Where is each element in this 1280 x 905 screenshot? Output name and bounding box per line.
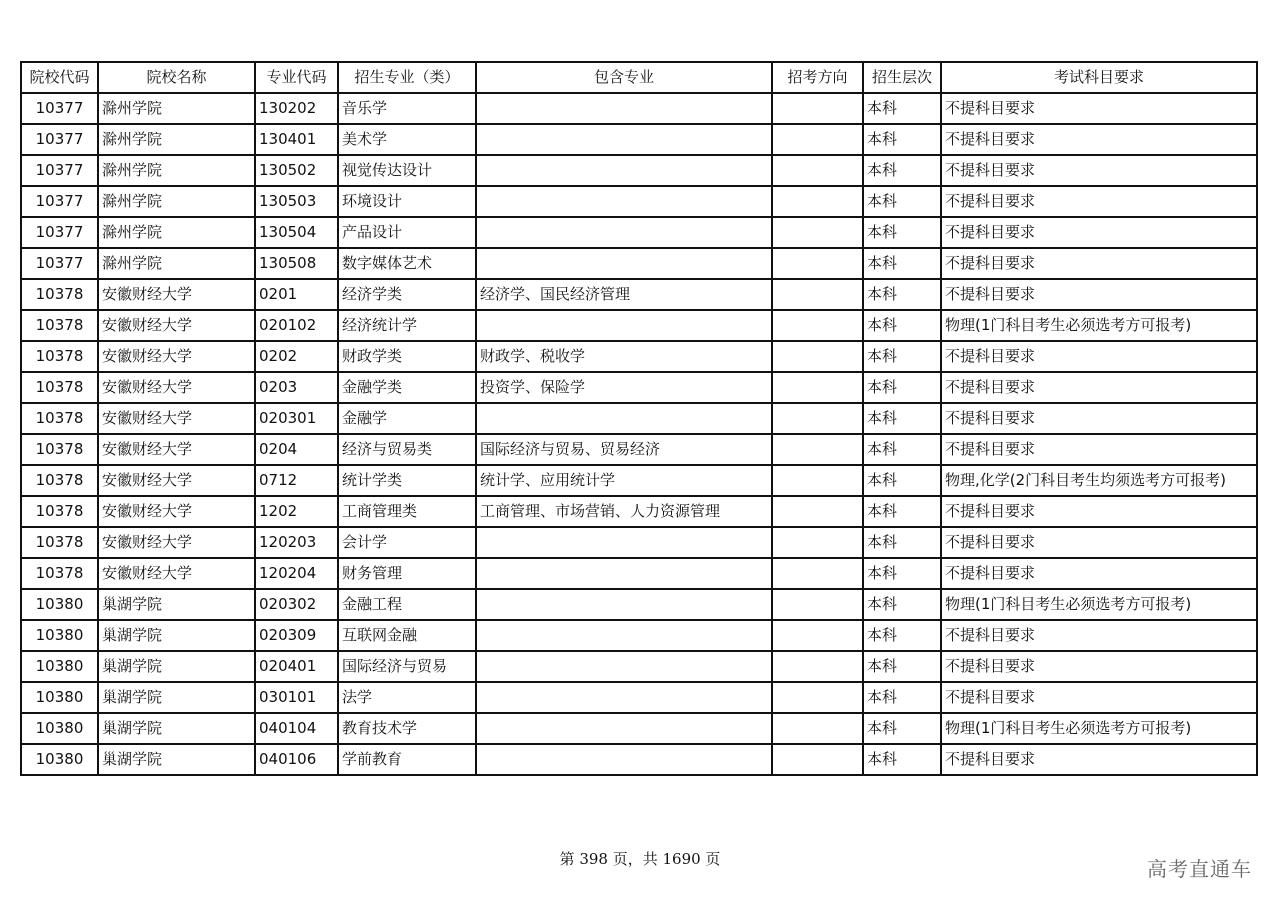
cell-subject-requirement: 不提科目要求	[941, 279, 1257, 310]
cell-major-code: 020301	[255, 403, 338, 434]
cell-major: 财政学类	[338, 341, 476, 372]
cell-school-code: 10380	[21, 713, 98, 744]
cell-direction	[772, 434, 863, 465]
cell-included-majors	[476, 217, 772, 248]
cell-school-code: 10378	[21, 465, 98, 496]
cell-subject-requirement: 不提科目要求	[941, 527, 1257, 558]
cell-direction	[772, 372, 863, 403]
cell-major-code: 040106	[255, 744, 338, 775]
header-school-name: 院校名称	[98, 62, 255, 93]
cell-included-majors: 工商管理、市场营销、人力资源管理	[476, 496, 772, 527]
cell-subject-requirement: 不提科目要求	[941, 496, 1257, 527]
cell-school-code: 10377	[21, 217, 98, 248]
cell-school-code: 10378	[21, 403, 98, 434]
cell-major-code: 0204	[255, 434, 338, 465]
cell-school-name: 安徽财经大学	[98, 372, 255, 403]
cell-school-code: 10377	[21, 248, 98, 279]
cell-school-code: 10380	[21, 682, 98, 713]
cell-major-code: 130504	[255, 217, 338, 248]
cell-major: 数字媒体艺术	[338, 248, 476, 279]
page-number: 第 398 页，共 1690 页	[559, 850, 721, 868]
cell-school-code: 10380	[21, 651, 98, 682]
table-row	[21, 651, 1257, 682]
header-included-majors: 包含专业	[476, 62, 772, 93]
cell-major: 工商管理类	[338, 496, 476, 527]
cell-subject-requirement: 不提科目要求	[941, 558, 1257, 589]
cell-subject-requirement: 不提科目要求	[941, 124, 1257, 155]
cell-major: 财务管理	[338, 558, 476, 589]
cell-major: 美术学	[338, 124, 476, 155]
cell-direction	[772, 527, 863, 558]
cell-direction	[772, 155, 863, 186]
table-row	[21, 558, 1257, 589]
cell-direction	[772, 310, 863, 341]
cell-direction	[772, 186, 863, 217]
cell-direction	[772, 682, 863, 713]
cell-level: 本科	[863, 124, 941, 155]
table-row	[21, 341, 1257, 372]
cell-school-name: 安徽财经大学	[98, 496, 255, 527]
cell-subject-requirement: 不提科目要求	[941, 217, 1257, 248]
cell-subject-requirement: 不提科目要求	[941, 403, 1257, 434]
cell-major: 金融学	[338, 403, 476, 434]
cell-school-code: 10378	[21, 279, 98, 310]
table-row	[21, 465, 1257, 496]
cell-direction	[772, 124, 863, 155]
cell-direction	[772, 341, 863, 372]
header-direction: 招考方向	[772, 62, 863, 93]
cell-major-code: 020309	[255, 620, 338, 651]
cell-included-majors	[476, 589, 772, 620]
cell-subject-requirement: 不提科目要求	[941, 744, 1257, 775]
cell-level: 本科	[863, 403, 941, 434]
table-row	[21, 496, 1257, 527]
cell-major-code: 030101	[255, 682, 338, 713]
cell-school-code: 10378	[21, 527, 98, 558]
cell-major-code: 130202	[255, 93, 338, 124]
cell-direction	[772, 713, 863, 744]
watermark: 高考直通车	[1147, 857, 1252, 881]
cell-major: 经济学类	[338, 279, 476, 310]
cell-school-name: 滁州学院	[98, 217, 255, 248]
cell-school-code: 10377	[21, 186, 98, 217]
table-row	[21, 93, 1257, 124]
cell-included-majors	[476, 93, 772, 124]
cell-direction	[772, 496, 863, 527]
cell-included-majors	[476, 527, 772, 558]
cell-school-name: 安徽财经大学	[98, 403, 255, 434]
cell-major-code: 040104	[255, 713, 338, 744]
cell-major-code: 0203	[255, 372, 338, 403]
cell-school-code: 10380	[21, 620, 98, 651]
cell-major-code: 0202	[255, 341, 338, 372]
table-row	[21, 403, 1257, 434]
table-row	[21, 279, 1257, 310]
cell-school-name: 滁州学院	[98, 248, 255, 279]
cell-level: 本科	[863, 248, 941, 279]
cell-direction	[772, 93, 863, 124]
cell-school-name: 滁州学院	[98, 93, 255, 124]
cell-school-name: 巢湖学院	[98, 651, 255, 682]
cell-level: 本科	[863, 713, 941, 744]
cell-level: 本科	[863, 496, 941, 527]
cell-direction	[772, 465, 863, 496]
cell-major-code: 1202	[255, 496, 338, 527]
cell-school-name: 巢湖学院	[98, 620, 255, 651]
table-row	[21, 186, 1257, 217]
table-row	[21, 155, 1257, 186]
cell-school-code: 10378	[21, 434, 98, 465]
cell-included-majors	[476, 558, 772, 589]
cell-level: 本科	[863, 589, 941, 620]
cell-level: 本科	[863, 558, 941, 589]
cell-included-majors	[476, 620, 772, 651]
cell-direction	[772, 558, 863, 589]
cell-included-majors	[476, 651, 772, 682]
table-header-row	[21, 62, 1257, 93]
cell-level: 本科	[863, 372, 941, 403]
cell-direction	[772, 403, 863, 434]
cell-included-majors: 经济学、国民经济管理	[476, 279, 772, 310]
cell-level: 本科	[863, 651, 941, 682]
table-row	[21, 248, 1257, 279]
cell-major-code: 130503	[255, 186, 338, 217]
table-row	[21, 217, 1257, 248]
cell-subject-requirement: 物理(1门科目考生必须选考方可报考)	[941, 589, 1257, 620]
cell-school-name: 安徽财经大学	[98, 434, 255, 465]
cell-major: 音乐学	[338, 93, 476, 124]
cell-major: 统计学类	[338, 465, 476, 496]
cell-school-name: 安徽财经大学	[98, 310, 255, 341]
cell-school-code: 10378	[21, 558, 98, 589]
cell-subject-requirement: 不提科目要求	[941, 155, 1257, 186]
table-body	[21, 93, 1257, 775]
cell-major-code: 020302	[255, 589, 338, 620]
table-row	[21, 589, 1257, 620]
cell-major-code: 130508	[255, 248, 338, 279]
cell-school-name: 巢湖学院	[98, 713, 255, 744]
header-subject-requirement: 考试科目要求	[941, 62, 1257, 93]
cell-subject-requirement: 物理,化学(2门科目考生均须选考方可报考)	[941, 465, 1257, 496]
cell-school-code: 10378	[21, 341, 98, 372]
cell-major-code: 130502	[255, 155, 338, 186]
cell-school-code: 10378	[21, 496, 98, 527]
cell-included-majors	[476, 155, 772, 186]
cell-school-code: 10380	[21, 744, 98, 775]
cell-level: 本科	[863, 744, 941, 775]
cell-school-name: 巢湖学院	[98, 744, 255, 775]
table-row	[21, 124, 1257, 155]
cell-level: 本科	[863, 186, 941, 217]
cell-included-majors	[476, 124, 772, 155]
table-row	[21, 682, 1257, 713]
cell-major: 互联网金融	[338, 620, 476, 651]
cell-level: 本科	[863, 217, 941, 248]
cell-major-code: 0712	[255, 465, 338, 496]
cell-level: 本科	[863, 341, 941, 372]
cell-major-code: 0201	[255, 279, 338, 310]
cell-level: 本科	[863, 310, 941, 341]
cell-included-majors	[476, 682, 772, 713]
table-row	[21, 372, 1257, 403]
cell-school-name: 滁州学院	[98, 155, 255, 186]
cell-included-majors	[476, 248, 772, 279]
cell-subject-requirement: 不提科目要求	[941, 682, 1257, 713]
cell-subject-requirement: 不提科目要求	[941, 434, 1257, 465]
cell-school-code: 10377	[21, 155, 98, 186]
admissions-table	[20, 61, 1258, 776]
table-row	[21, 620, 1257, 651]
table-row	[21, 310, 1257, 341]
cell-direction	[772, 217, 863, 248]
cell-school-name: 安徽财经大学	[98, 465, 255, 496]
cell-included-majors: 投资学、保险学	[476, 372, 772, 403]
cell-school-name: 巢湖学院	[98, 589, 255, 620]
cell-direction	[772, 620, 863, 651]
cell-direction	[772, 248, 863, 279]
cell-included-majors	[476, 713, 772, 744]
cell-school-code: 10377	[21, 124, 98, 155]
cell-level: 本科	[863, 155, 941, 186]
cell-direction	[772, 279, 863, 310]
cell-subject-requirement: 不提科目要求	[941, 93, 1257, 124]
cell-major: 国际经济与贸易	[338, 651, 476, 682]
cell-subject-requirement: 不提科目要求	[941, 341, 1257, 372]
cell-school-code: 10378	[21, 372, 98, 403]
cell-included-majors	[476, 310, 772, 341]
cell-subject-requirement: 物理(1门科目考生必须选考方可报考)	[941, 713, 1257, 744]
cell-school-name: 安徽财经大学	[98, 558, 255, 589]
cell-major-code: 120204	[255, 558, 338, 589]
cell-subject-requirement: 不提科目要求	[941, 651, 1257, 682]
cell-major: 金融学类	[338, 372, 476, 403]
cell-major: 视觉传达设计	[338, 155, 476, 186]
cell-subject-requirement: 不提科目要求	[941, 248, 1257, 279]
cell-major: 经济统计学	[338, 310, 476, 341]
cell-included-majors: 财政学、税收学	[476, 341, 772, 372]
cell-school-name: 安徽财经大学	[98, 527, 255, 558]
cell-school-name: 安徽财经大学	[98, 279, 255, 310]
cell-major: 环境设计	[338, 186, 476, 217]
table-row	[21, 744, 1257, 775]
cell-school-code: 10377	[21, 93, 98, 124]
cell-major: 金融工程	[338, 589, 476, 620]
cell-school-name: 安徽财经大学	[98, 341, 255, 372]
cell-included-majors: 国际经济与贸易、贸易经济	[476, 434, 772, 465]
header-major-code: 专业代码	[255, 62, 338, 93]
cell-major: 产品设计	[338, 217, 476, 248]
cell-level: 本科	[863, 682, 941, 713]
cell-subject-requirement: 不提科目要求	[941, 620, 1257, 651]
cell-included-majors: 统计学、应用统计学	[476, 465, 772, 496]
cell-subject-requirement: 物理(1门科目考生必须选考方可报考)	[941, 310, 1257, 341]
cell-school-code: 10380	[21, 589, 98, 620]
cell-major-code: 120203	[255, 527, 338, 558]
table-row	[21, 434, 1257, 465]
cell-level: 本科	[863, 620, 941, 651]
cell-included-majors	[476, 403, 772, 434]
cell-subject-requirement: 不提科目要求	[941, 372, 1257, 403]
cell-direction	[772, 589, 863, 620]
table-row	[21, 713, 1257, 744]
cell-school-name: 滁州学院	[98, 186, 255, 217]
cell-major-code: 130401	[255, 124, 338, 155]
cell-level: 本科	[863, 527, 941, 558]
cell-subject-requirement: 不提科目要求	[941, 186, 1257, 217]
cell-level: 本科	[863, 279, 941, 310]
cell-direction	[772, 651, 863, 682]
cell-level: 本科	[863, 93, 941, 124]
header-level: 招生层次	[863, 62, 941, 93]
cell-school-name: 巢湖学院	[98, 682, 255, 713]
cell-included-majors	[476, 186, 772, 217]
cell-school-code: 10378	[21, 310, 98, 341]
cell-major: 教育技术学	[338, 713, 476, 744]
cell-major: 学前教育	[338, 744, 476, 775]
table-row	[21, 527, 1257, 558]
cell-school-name: 滁州学院	[98, 124, 255, 155]
cell-major-code: 020401	[255, 651, 338, 682]
cell-level: 本科	[863, 434, 941, 465]
cell-major: 经济与贸易类	[338, 434, 476, 465]
header-major: 招生专业（类）	[338, 62, 476, 93]
header-school-code: 院校代码	[21, 62, 98, 93]
cell-major: 会计学	[338, 527, 476, 558]
cell-included-majors	[476, 744, 772, 775]
cell-major: 法学	[338, 682, 476, 713]
cell-major-code: 020102	[255, 310, 338, 341]
cell-direction	[772, 744, 863, 775]
cell-level: 本科	[863, 465, 941, 496]
